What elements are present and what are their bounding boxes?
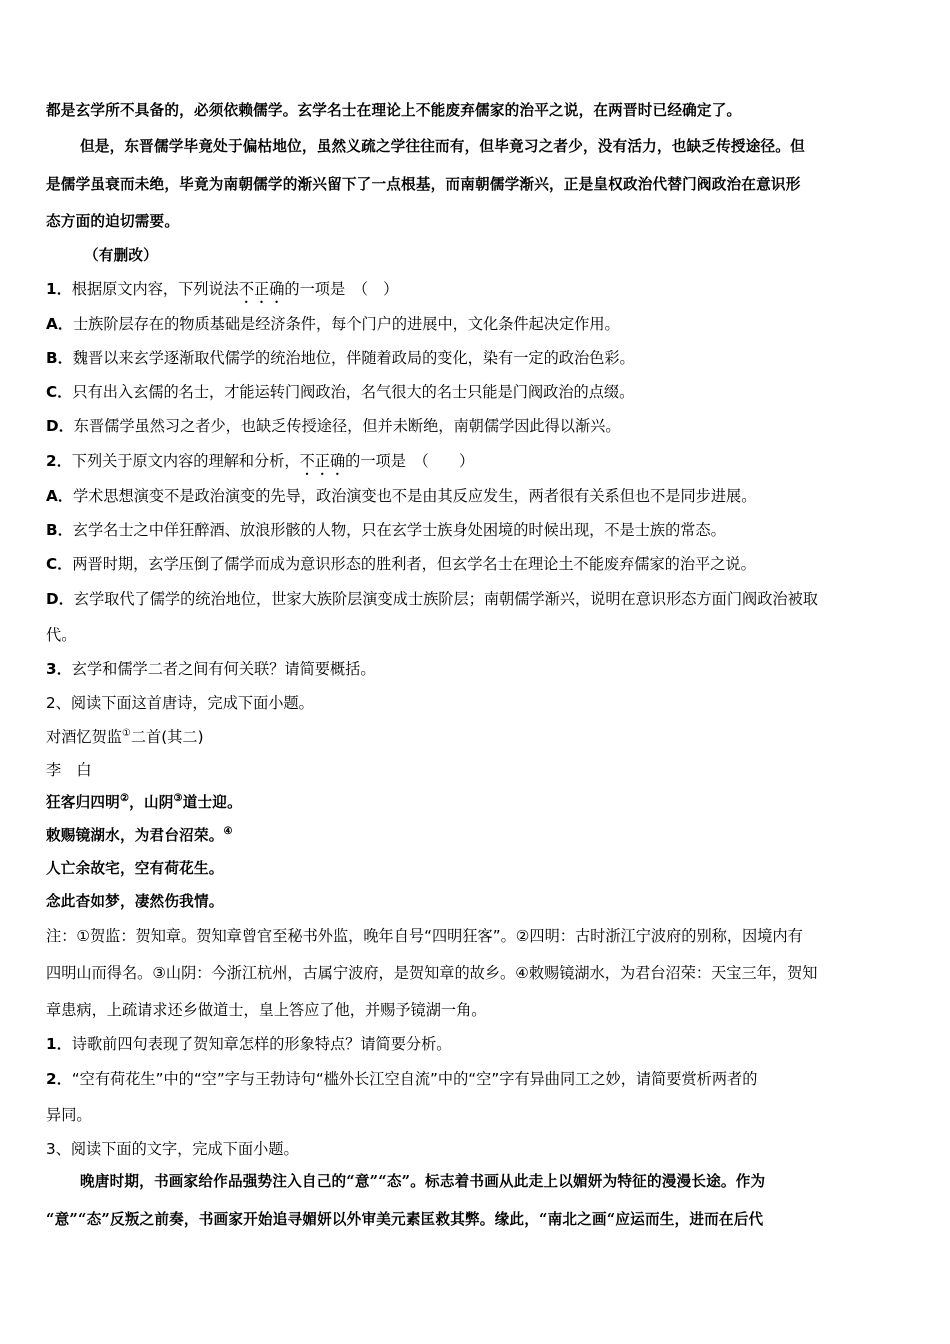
question-number: 3． — [46, 660, 72, 678]
option-label: C． — [46, 383, 73, 401]
option-text: 魏晋以来玄学逐渐取代儒学的统治地位，伴随着政局的变化，染有一定的政治色彩。 — [72, 349, 635, 367]
option-d-continuation: 代。 — [46, 626, 77, 644]
question-number: 2． — [46, 1070, 72, 1088]
option-text: 东晋儒学虽然习之者少，也缺乏传授途径，但并未断绝，南朝儒学因此得以渐兴。 — [73, 417, 621, 435]
option-label: A． — [46, 487, 73, 505]
footnote-marker: ② — [119, 793, 130, 805]
poem-title — [46, 726, 904, 748]
question-text: 玄学和儒学二者之间有何关联？请简要概括。 — [71, 660, 376, 678]
option-c — [46, 553, 904, 575]
question-text: 诗歌前四句表现了贺知章怎样的形象特点？请简要分析。 — [71, 1035, 452, 1053]
poem-verse — [46, 792, 904, 814]
passage-line: 都是玄学所不具备的，必须依赖儒学。玄学名士在理论上不能废弃儒家的治平之说，在两晋时已经确定了。 — [46, 102, 742, 119]
question-2-stem — [46, 450, 904, 479]
emphasized-text: 不正确 — [299, 452, 346, 470]
option-text: 两晋时期，玄学压倒了儒学而成为意识形态的胜利者，但玄学名士在理论土不能废弃儒家的治平之说。 — [72, 555, 756, 573]
option-label: B． — [46, 349, 73, 367]
passage-paragraph-line: 晚唐时期，书画家给作品强势注入自己的“意”“态”。标志着书画从此走上以媚妍为特征的漫漫长途。作为 — [80, 1173, 766, 1190]
poem-title-text: 对酒忆贺监 — [46, 728, 122, 746]
option-text: 玄学取代了儒学的统治地位，世家大族阶层演变成士族阶层；南朝儒学渐兴，说明在意识形态方面门阀政治被取 — [73, 590, 818, 608]
option-label: A． — [46, 315, 73, 333]
question-stem-text: 根据原文内容，下列说法 — [71, 280, 239, 298]
option-label: D． — [46, 590, 74, 608]
footnote-marker: ① — [121, 727, 131, 739]
option-a — [46, 485, 904, 507]
passage-paragraph-line: “意”“态”反叛之前奏，书画家开始追寻媚妍以外审美元素匡救其弊。缘此，“南北之画“应运而生，进而在后代 — [46, 1211, 764, 1228]
option-text: 士族阶层存在的物质基础是经济条件，每个门户的进展中，文化条件起决定作用。 — [72, 315, 620, 333]
option-text: 只有出入玄儒的名士，才能运转门阀政治，名气很大的名士只能是门阀政治的点缀。 — [72, 383, 635, 401]
passage-paragraph-line: 态方面的迫切需要。 — [46, 213, 180, 230]
poem-question-1 — [46, 1033, 904, 1055]
verse-text: 狂客归四明 — [46, 794, 120, 811]
question-number: 1． — [46, 1035, 72, 1053]
question-3 — [46, 658, 904, 680]
option-a — [46, 313, 904, 335]
verse-text: ，山阴 — [129, 794, 174, 811]
poem-verse: 人亡余故宅，空有荷花生。 — [46, 860, 224, 877]
emphasized-text: 不正确 — [238, 280, 285, 298]
option-b — [46, 347, 904, 369]
poem-notes-line: 章患病，上疏请求还乡做道士，皇上答应了他，并赐予镜湖一角。 — [46, 1001, 487, 1019]
option-text: 玄学名士之中佯狂醉酒、放浪形骸的人物，只在玄学士族身处困境的时候出现，不是士族的常态。 — [72, 521, 726, 539]
question-stem-text: 的一项是 （ ） — [284, 280, 399, 298]
question-number: 1． — [46, 280, 72, 298]
footnote-marker: ④ — [223, 826, 233, 838]
option-b — [46, 519, 904, 541]
poem-question-2 — [46, 1068, 904, 1090]
poem-verse — [46, 825, 904, 847]
option-label: B． — [46, 521, 73, 539]
verse-text: 道士迎。 — [182, 794, 242, 811]
poem-question-2-continuation: 异同。 — [46, 1106, 92, 1124]
question-stem-text: 下列关于原文内容的理解和分析， — [71, 452, 300, 470]
section-heading: 3、阅读下面的文字，完成下面小题。 — [46, 1140, 299, 1158]
question-1-stem — [46, 278, 904, 307]
question-stem-text: 的一项是 （ ） — [345, 452, 475, 470]
poem-notes-line: 注：①贺监：贺知章。贺知章曾官至秘书外监，晚年自号“四明狂客”。②四明：古时浙江宁波府的别称，因境内有 — [46, 927, 803, 945]
option-c — [46, 381, 904, 403]
footnote-marker: ③ — [173, 793, 183, 805]
passage-paragraph-line: 是儒学虽衰而未绝，毕竟为南朝儒学的渐兴留下了一点根基，而南朝儒学渐兴，正是皇权政治代替门阀政治在意识形 — [46, 176, 801, 193]
poem-verse: 念此杳如梦，凄然伤我情。 — [46, 893, 224, 910]
passage-paragraph-line: 但是，东晋儒学毕竟处于偏枯地位，虽然义疏之学往往而有，但毕竟习之者少，没有活力，也缺乏传授途径。但 — [80, 138, 805, 155]
source-note: （有删改） — [84, 247, 158, 264]
option-d — [46, 415, 904, 437]
option-label: C． — [46, 555, 73, 573]
section-heading: 2、阅读下面这首唐诗，完成下面小题。 — [46, 694, 314, 712]
option-label: D． — [46, 417, 74, 435]
poem-title-text: 二首(其二) — [130, 728, 204, 746]
poem-author: 李 白 — [46, 761, 92, 779]
verse-text: 敕赐镜湖水，为君台沼荣。 — [46, 827, 224, 844]
option-text: 学术思想演变不是政治演变的先导，政治演变也不是由其反应发生，两者很有关系但也不是同步进展。 — [72, 487, 757, 505]
question-text: “空有荷花生”中的“空”字与王勃诗句“槛外长江空自流”中的“空”字有异曲同工之妙，请简要赏析两者的 — [71, 1070, 758, 1088]
option-d — [46, 588, 904, 610]
poem-notes-line: 四明山而得名。③山阴：今浙江杭州，古属宁波府，是贺知章的故乡。④敕赐镜湖水，为君台沼荣：天宝三年，贺知 — [46, 964, 818, 982]
question-number: 2． — [46, 452, 72, 470]
